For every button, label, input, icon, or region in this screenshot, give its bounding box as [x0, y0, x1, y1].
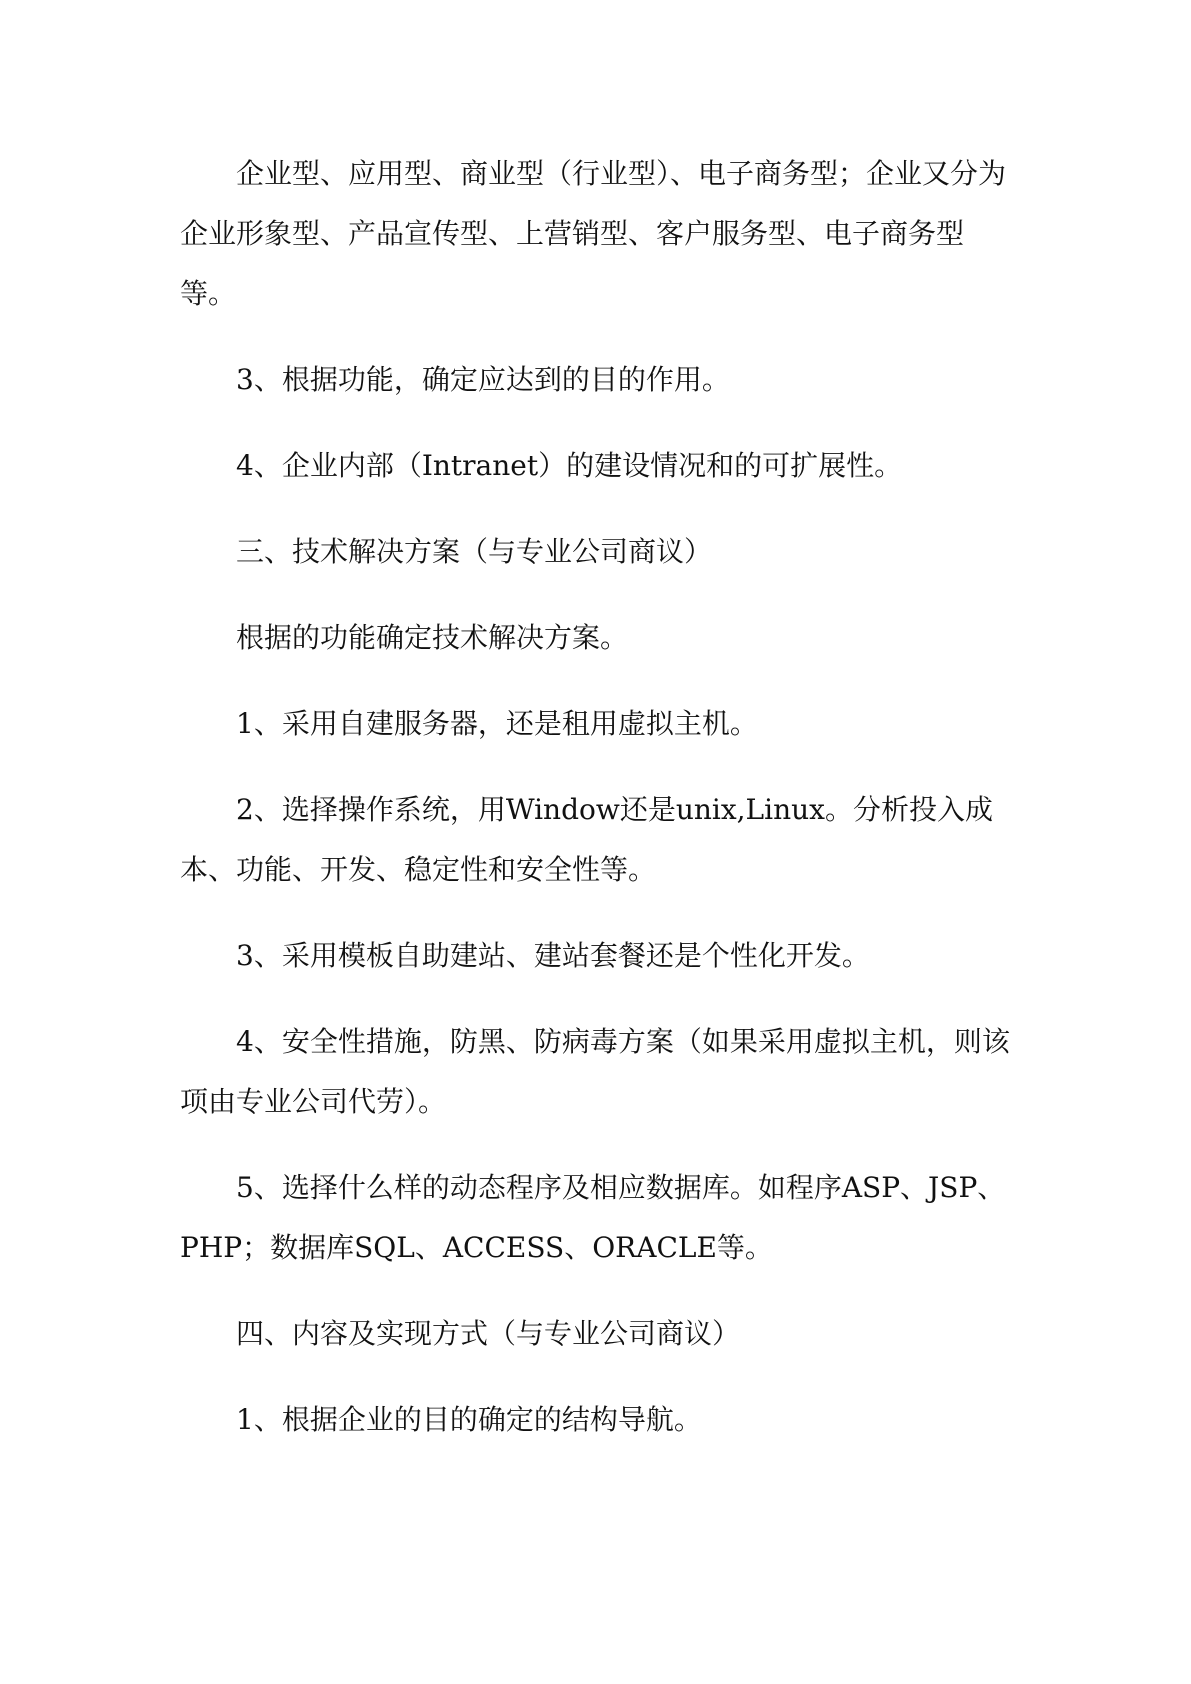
document-body — [180, 144, 1012, 1476]
paragraph-item-1-server: 1、采用自建服务器，还是租用虚拟主机。 — [236, 707, 758, 740]
paragraph-item-3-goals: 3、根据功能，确定应达到的目的作用。 — [236, 363, 730, 396]
section-heading-tech-solution: 三、技术解决方案（与专业公司商议） — [236, 535, 713, 568]
paragraph-item-5-database: 5、选择什么样的动态程序及相应数据库。如程序ASP、JSP、PHP；数据库SQL、ACCESS、ORACLE等。 — [180, 1171, 1006, 1264]
paragraph-site-types: 企业型、应用型、商业型（行业型）、电子商务型；企业又分为企业形象型、产品宣传型、上营销型、客户服务型、电子商务型等。 — [180, 157, 1007, 310]
paragraph-tech-solution-intro: 根据的功能确定技术解决方案。 — [236, 621, 629, 654]
paragraph-item-4-intranet: 4、企业内部（Intranet）的建设情况和的可扩展性。 — [236, 449, 903, 482]
paragraph-item-2-os: 2、选择操作系统，用Window还是unix,Linux。分析投入成本、功能、开发、稳定性和安全性等。 — [180, 793, 993, 886]
paragraph-item-1-navigation: 1、根据企业的目的确定的结构导航。 — [236, 1403, 702, 1436]
section-heading-content: 四、内容及实现方式（与专业公司商议） — [236, 1317, 741, 1350]
paragraph-item-4-security: 4、安全性措施，防黑、防病毒方案（如果采用虚拟主机，则该项由专业公司代劳）。 — [180, 1025, 1010, 1118]
paragraph-item-3-template: 3、采用模板自助建站、建站套餐还是个性化开发。 — [236, 939, 870, 972]
